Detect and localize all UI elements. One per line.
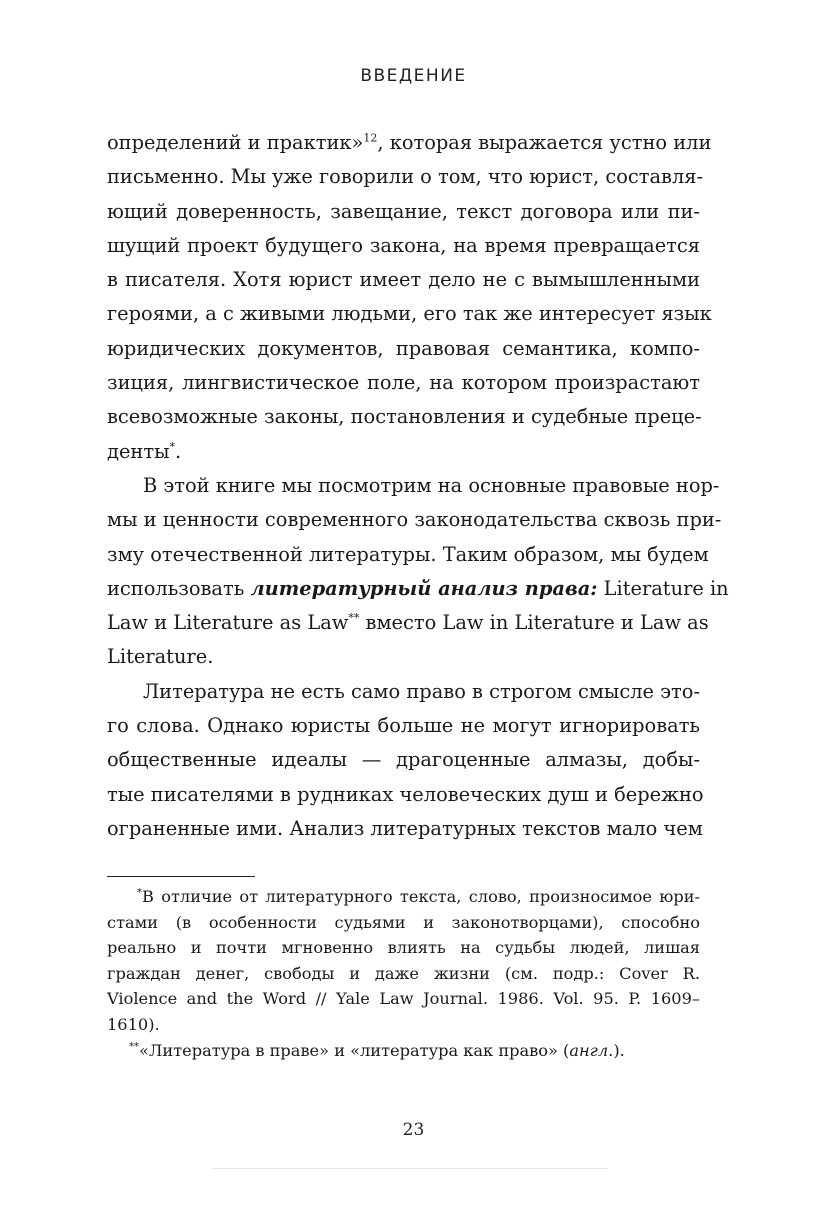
footnote-divider xyxy=(107,876,255,877)
main-text xyxy=(107,126,729,846)
text-line: письменно. Мы уже говорили о том, что юрист, составля- xyxy=(107,165,704,189)
footnote-ref-asterisk: * xyxy=(169,440,175,454)
text-line: использовать литературный анализ права: Literature in xyxy=(107,576,729,600)
footnote-line: Violence and the Word // Yale Law Journal. 1986. Vol. 95. P. 1609– xyxy=(107,989,700,1009)
footnote-line: **«Литература в праве» и «литература как право» (англ.). xyxy=(129,1040,625,1060)
text-line: в писателя. Хотя юрист имеет дело не с вымышленными xyxy=(107,268,700,292)
text-line: юридических документов, правовая семантика, компо- xyxy=(107,336,700,360)
footnote-line: реально и почти мгновенно влиять на судьбы людей, лишая xyxy=(107,938,700,958)
text-line: го слова. Однако юристы больше не могут игнорировать xyxy=(107,714,700,738)
text-line: Law и Literature as Law** вместо Law in Literature и Law as xyxy=(107,611,709,635)
footnote-ref-double-asterisk: ** xyxy=(348,611,360,625)
text-line: зиция, лингвистическое поле, на котором произрастают xyxy=(107,371,700,395)
footnote-line: *В отличие от литературного текста, слово, произносимое юри- xyxy=(137,887,700,906)
footnote-marker: * xyxy=(137,887,142,899)
footnote-ref-12: 12 xyxy=(363,131,378,145)
text-line: зму отечественной литературы. Таким образом, мы будем xyxy=(107,542,709,566)
text-line: мы и ценности современного законодательства сквозь при- xyxy=(107,508,722,532)
text-line: героями, а с живыми людьми, его так же интересует язык xyxy=(107,302,712,326)
footnote-marker: ** xyxy=(129,1041,139,1053)
text-line: ограненные ими. Анализ литературных текстов мало чем xyxy=(107,816,703,840)
text-line: Литература не есть само право в строгом смысле это- xyxy=(143,679,700,703)
text-line: В этой книге мы посмотрим на основные правовые нор- xyxy=(143,473,720,497)
text-line: денты*. xyxy=(107,439,182,463)
running-header: ВВЕДЕНИЕ xyxy=(360,66,467,86)
page-number: 23 xyxy=(402,1120,425,1140)
text-line: Literature. xyxy=(107,645,214,669)
footnotes xyxy=(107,884,700,1063)
footnote-line: стами (в особенности судьями и законотворцами), способно xyxy=(107,912,700,932)
text-line: определений и практик»$^{12}$, которая выражается устно или xyxy=(107,131,712,154)
footnote-line: 1610). xyxy=(107,1014,160,1034)
text-line: общественные идеалы — драгоценные алмазы, добы- xyxy=(107,748,700,772)
text-line: ющий доверенность, завещание, текст договора или пи- xyxy=(107,199,700,223)
text-line: шущий проект будущего закона, на время превращается xyxy=(107,233,700,257)
page-bottom-divider xyxy=(212,1168,608,1169)
footnote-line: граждан денег, свободы и даже жизни (см. подр.: Cover R. xyxy=(107,963,700,983)
emphasis-text: литературный анализ права: xyxy=(250,576,598,600)
text-line: тые писателями в рудниках человеческих душ и бережно xyxy=(107,782,704,806)
text-line: всевозможные законы, постановления и судебные преце- xyxy=(107,405,702,429)
